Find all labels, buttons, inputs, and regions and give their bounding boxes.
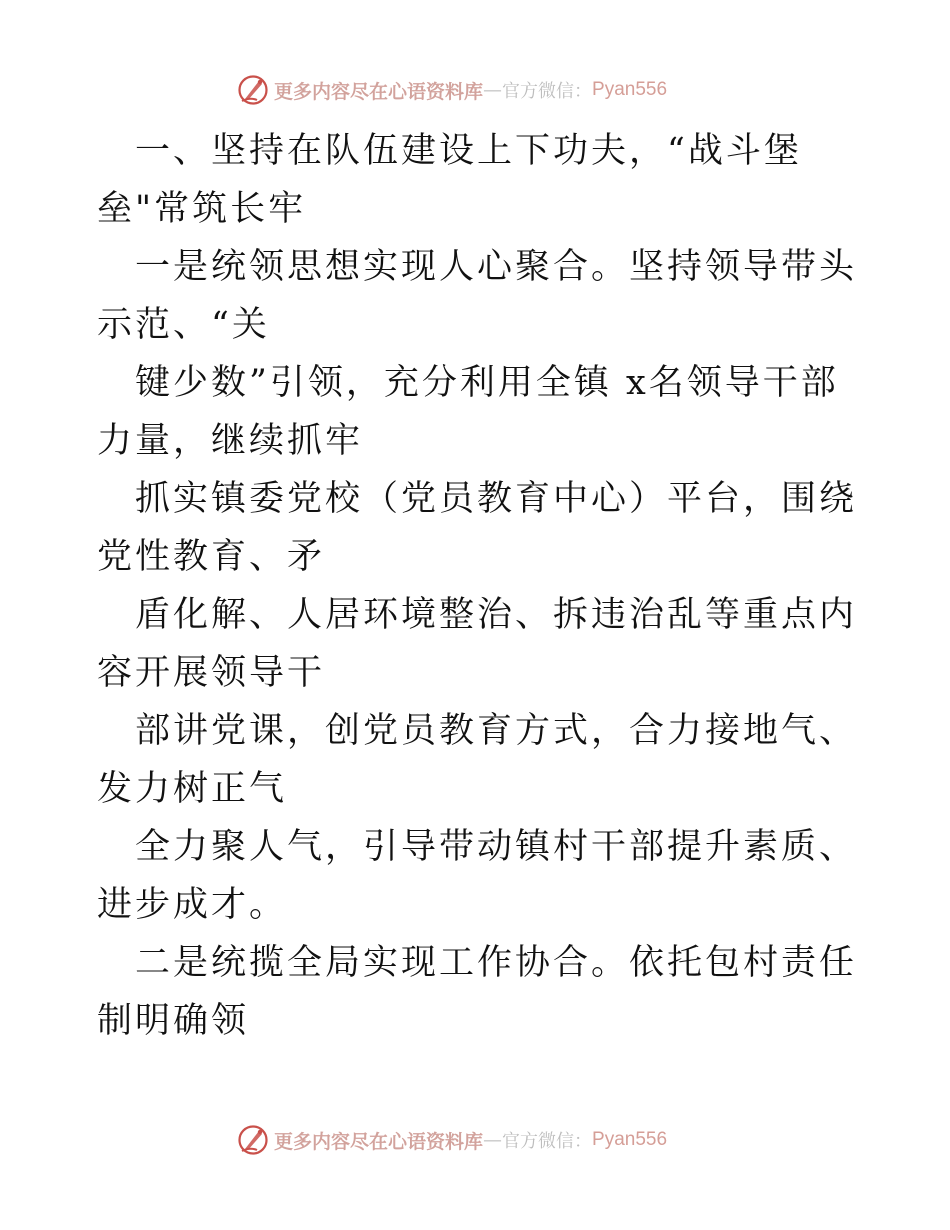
header-watermark <box>236 72 667 108</box>
paragraph: 部讲党课，创党员教育方式，合力接地气、发力树正气 <box>97 711 858 809</box>
paragraph: 一是统领思想实现人心聚合。坚持领导带头示范、“关 <box>97 247 858 345</box>
paragraph: 键少数”引领，充分利用全镇 x名领导干部力量，继续抓牢 <box>97 363 839 461</box>
watermark-dash: — <box>483 1129 503 1151</box>
paragraph: 全力聚人气，引导带动镇村干部提升素质、进步成才。 <box>97 827 858 925</box>
watermark-brand-text: 更多内容尽在心语资料库 <box>274 80 484 103</box>
watermark-brand-text: 更多内容尽在心语资料库 <box>274 1130 484 1153</box>
paragraph: 盾化解、人居环境整治、拆违治乱等重点内容开展领导干 <box>97 595 858 693</box>
quill-pen-circle-icon <box>236 1123 270 1157</box>
watermark-wechat-label: 官方微信： <box>502 1131 593 1152</box>
paragraph-heading-1: 一、坚持在队伍建设上下功夫，“战斗堡垒"常筑长牢 <box>97 131 802 229</box>
paragraph: 抓实镇委党校（党员教育中心）平台，围绕党性教育、矛 <box>97 479 858 577</box>
watermark-wechat-label: 官方微信： <box>502 81 593 102</box>
footer-watermark <box>236 1122 667 1158</box>
watermark-dash: — <box>483 79 503 101</box>
watermark-wechat-id: Pyan556 <box>592 79 668 100</box>
watermark-wechat-id: Pyan556 <box>592 1129 668 1150</box>
quill-pen-circle-icon <box>236 73 270 107</box>
document-body <box>97 122 857 1050</box>
paragraph: 二是统揽全局实现工作协合。依托包村责任制明确领 <box>97 943 858 1041</box>
